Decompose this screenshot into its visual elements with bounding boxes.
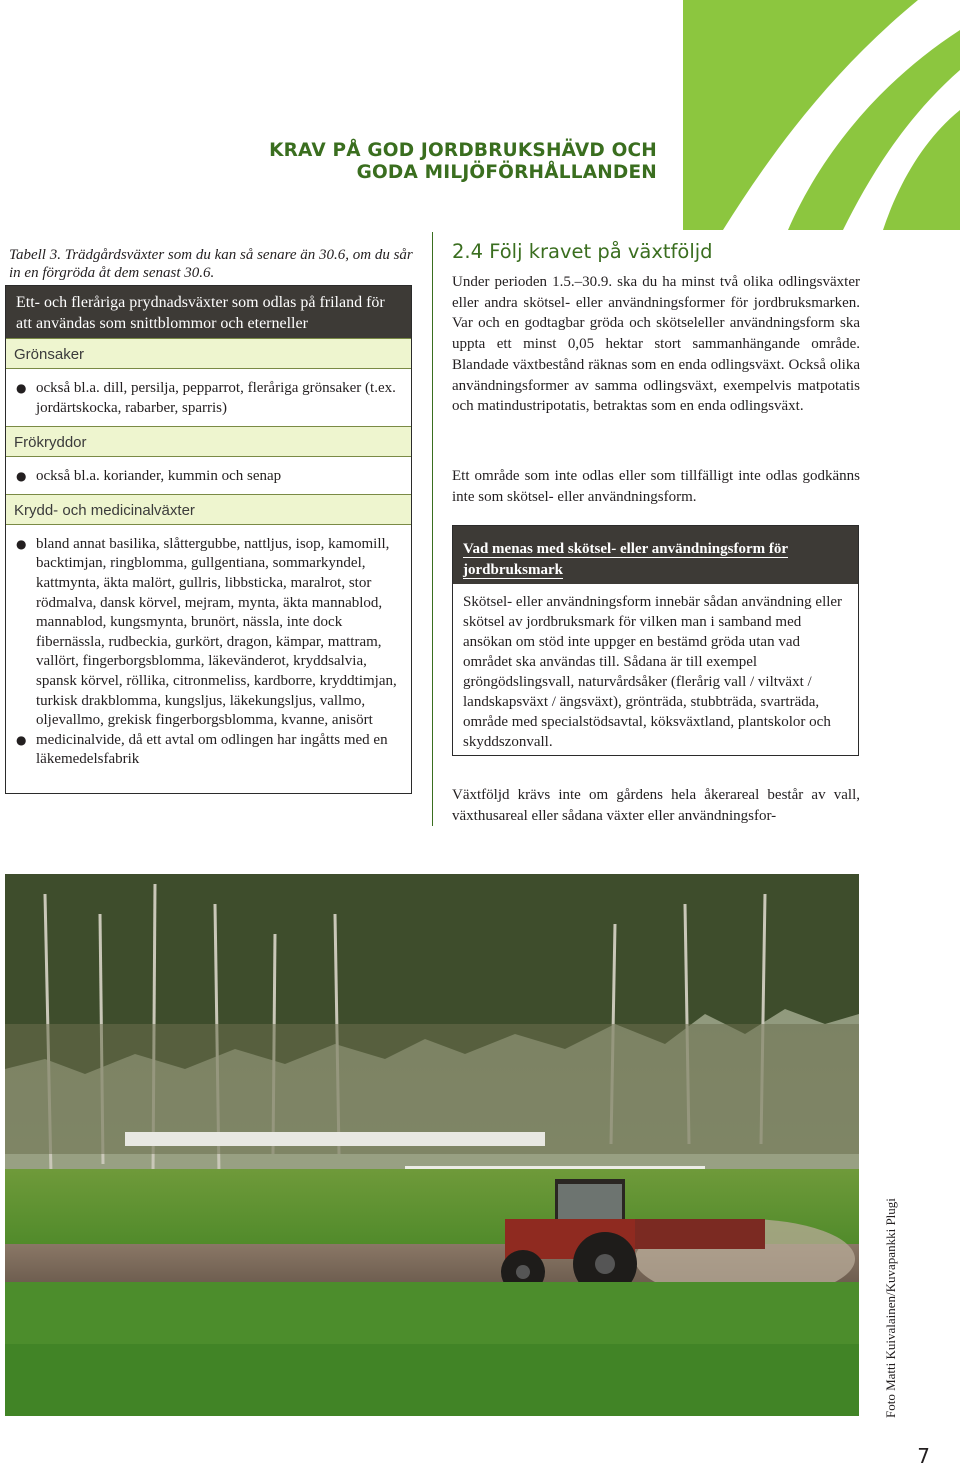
photo-credit: Foto Matti Kuivalainen/Kuvapankki Plugi — [883, 1198, 898, 1418]
header-title-line1: KRAV PÅ GOD JORDBRUKSHÄVD OCH — [269, 140, 657, 161]
list-item: ● också bl.a. dill, persilja, pepparrot, fleråriga grönsaker (t.ex. jordärtskocka, rabarber, sparris) — [16, 380, 396, 416]
bullet-icon: ● — [16, 381, 27, 395]
info-box-body: Skötsel- eller användningsform innebär sådan användning eller skötsel av jordbruksmark för vilken man i samband med ansökan om stöd inte uppger en bestämd gröda utan vad området ska användas till. Sådana är till exempel gröngödslingsvall, naturvårdsåker (flerårig vall / viltväxt / landskapsväxt / ängsväxt), grönträda, stubbträda, svarträda, område med specialstödsavtal, köksväxtland, plantskolor och skyddszonvall. — [463, 594, 843, 750]
header-title-line2: GODA MILJÖFÖRHÅLLANDEN — [356, 162, 657, 183]
category-vegetables-list — [6, 379, 411, 418]
table-caption: Tabell 3. Trädgårdsväxter som du kan så senare än 30.6, om du sår in en förgröda åt dem senast 30.6. — [9, 247, 413, 281]
section-heading: 2.4 Följ kravet på växtföljd — [452, 240, 713, 263]
info-box-title: Vad menas med skötsel- eller användningsform för jordbruksmark — [453, 526, 858, 584]
bullet-icon: ● — [16, 732, 27, 747]
section-divider — [432, 232, 433, 826]
table-heading: Ett- och fleråriga prydnadsväxter som odlas på friland för att användas som snittblommor och eterneller — [6, 286, 411, 338]
category-herbs-medicinal: Krydd- och medicinalväxter — [6, 494, 411, 525]
category-seed-spices-list — [6, 467, 411, 487]
category-vegetables: Grönsaker — [6, 338, 411, 369]
list-item: ● också bl.a. koriander, kummin och senap — [6, 467, 411, 487]
page-header-title — [269, 140, 657, 184]
brand-logo-graphic — [683, 0, 960, 230]
category-herbs-medicinal-list — [6, 535, 411, 770]
list-item: ● bland annat basilika, slåttergubbe, nattljus, isop, kamomill, backtimjan, ringblomma, gullgentiana, sommarkyndel, kattmynta, äkta malört, gullris, libbsticka, maralrot, stor rödmalva, dansk körvel, mejram, mynta, äkta mannablod, mannablod, kungsmynta, brunört, nässla, inte dock fibernässla, rudbeckia, gurkört, dragon, kämpar, mattram, vallört, fingerborgsblomma, läkevänderot, kryddsalvia, spansk körvel, röllika, citronmeliss, kardborre, kryddtimjan, turkisk drakblomma, kungsljus, läkekungsljus, vallmo, oljevallmo, grekisk fingerborgsblomma, kvanne, anisört — [16, 535, 397, 729]
paragraph-crop-rotation: Under perioden 1.5.–30.9. ska du ha minst två olika odlingsväxter eller andra skötsel- eller användningsformer för jordbruksmarken. Var och en godtagbar gröda och skötseleller användningsform ska uppta ett minst 0,05 hektar stort sammanhängande område. Blandade växtbestånd räknas som en enda odlingsväxt. Också olika användningsformer av samma odlingsväxt, exempelvis matpotatis och matindustripotatis, betraktas som en enda odlingsväxt. — [452, 274, 860, 415]
bullet-icon: ● — [16, 469, 27, 484]
page-number: 7 — [917, 1444, 930, 1468]
paragraph-exemption: Växtföljd krävs inte om gårdens hela åkerareal består av vall, växthusareal eller sådana växter eller användningsfor- — [452, 787, 860, 824]
bullet-icon: ● — [16, 536, 27, 551]
garden-plants-table — [5, 285, 412, 794]
info-box — [452, 525, 859, 756]
paragraph-uncultivated: Ett område som inte odlas eller som tillfälligt inte odlas godkänns inte som skötsel- eller användningsform. — [452, 468, 860, 505]
category-seed-spices: Frökryddor — [6, 426, 411, 457]
tractor-field-photo — [5, 874, 859, 1416]
list-item: ● medicinalvide, då ett avtal om odlingen har ingåtts med en läkemedelsfabrik — [16, 731, 388, 768]
